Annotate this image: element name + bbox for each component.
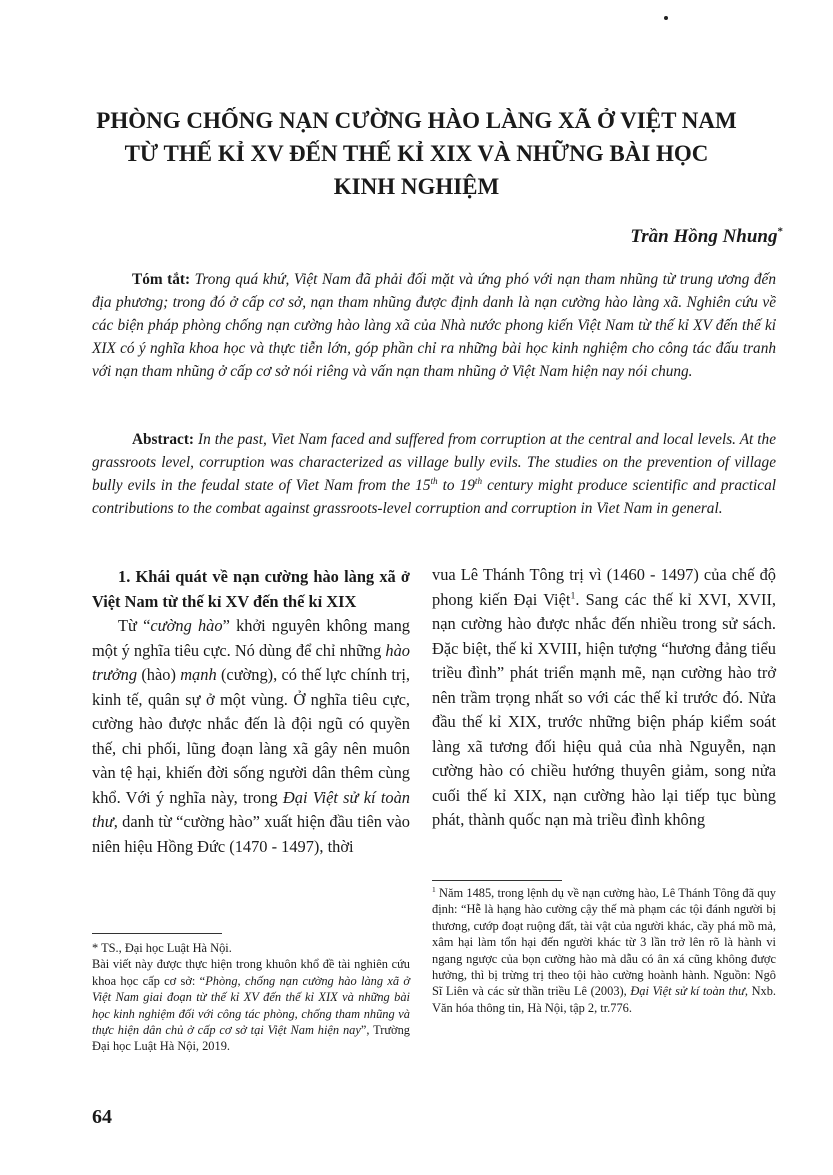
footnote-1-text — [432, 885, 776, 1016]
text-run: (hào) — [137, 665, 181, 684]
summary-english — [92, 428, 776, 520]
summary-vi-text: Trong quá khứ, Việt Nam đã phải đối mặt và ứng phó với nạn tham nhũng từ trung ương đến địa phương; trong đó ở cấp cơ sở, nạn tham nhũng được định danh là nạn cường hào làng xã. Nghiên cứu về các biện pháp phòng chống nạn cường hào làng xã của Nhà nước phong kiến Việt Nam từ thế kỉ XV đến thế kỉ XIX có ý nghĩa khoa học và thực tiễn lớn, góp phần chỉ ra những bài học kinh nghiệm cho công tác đấu tranh với nạn tham nhũng ở cấp cơ sở nói riêng và vấn nạn tham nhũng ở Việt Nam hiện nay nói chung. — [92, 271, 776, 380]
text-run: Bài viết này được thực hiện trong khuôn khổ đề tài nghiên cứu khoa học cấp cơ sở: “ — [92, 957, 410, 988]
summary-en-sup-2: th — [474, 475, 483, 486]
term-manh: mạnh — [180, 665, 217, 684]
title-line-2: TỪ THẾ KỈ XV ĐẾN THẾ KỈ XIX VÀ NHỮNG BÀI HỌC — [124, 141, 709, 166]
section-paragraph-1 — [92, 614, 410, 859]
summary-en-text-a: In the past, Viet Nam faced and suffered from corruption at the central and local levels. At the grassroots level, corruption was characterized as village bully evils. The studies on the prevention of village bully evils in the feudal state of Viet Nam from the 15 — [92, 431, 776, 494]
title-line-3: KINH NGHIỆM — [333, 174, 500, 199]
section-paragraph-1-continued — [432, 563, 776, 833]
text-run: , danh từ “cường hào” xuất hiện đầu tiên vào niên hiệu Hồng Đức (1470 - 1497), thời — [92, 812, 410, 856]
footnote-1 — [432, 885, 776, 1016]
title-line-1: PHÒNG CHỐNG NẠN CƯỜNG HÀO LÀNG XÃ Ở VIỆT NAM — [96, 108, 737, 133]
footnote-rule-left — [92, 933, 222, 934]
summary-vi-label: Tóm tắt: — [132, 271, 191, 288]
text-run: . Sang các thế kỉ XVI, XVII, nạn cường hào được nhắc đến nhiều trong sử sách. Đặc biệt, thế kỉ XVIII, hiện tượng “hương đảng tiểu triều đình” phát triển mạnh mẽ, nạn cường hào trở nên trầm trọng nhất so với các thế kỉ trước đó. Nửa đầu thế kỉ XIX, trước những biện pháp kiểm soát làng xã tương đối hiệu quả của nhà Nguyễn, nạn cường hào có chiều hướng thuyên giảm, song nửa cuối thế kỉ XIX, nạn cường hào lại tiếp tục bùng phát, thành quốc nạn mà triều đình không — [432, 589, 777, 829]
term-hao-truong: hào trưởng — [92, 640, 410, 684]
footnote-rule-right — [432, 880, 562, 881]
text-run: Năm 1485, trong lệnh dụ về nạn cường hào, Lê Thánh Tông đã quy định: “Hễ là hạng hào cường cậy thế mà phạm các tội đánh người bị thương, cướp đoạt ruộng đất, tài vật của người khác, cầy phá mồ mả, xâm hại làm tổn hại đến người khác từ 3 lần trở lên rõ là hành vi ngang ngược của bọn cường hào mà dẫu có ân xá cũng không được hưởng, thì bị trừng trị theo tội hào cường hoành hành. Nguồn: Ngô Sĩ Liên và các sử thần triều Lê (2003), — [432, 886, 776, 999]
text-run: ” khởi nguyên không mang một ý nghĩa tiêu cực. Nó dùng để chỉ những — [92, 616, 410, 660]
author — [630, 226, 783, 248]
book-title: Đại Việt sử kí toàn thư — [92, 787, 410, 831]
paper-title — [40, 104, 793, 203]
footnote-1-mark: 1 — [432, 884, 436, 894]
author-mark: * — [777, 225, 783, 238]
scan-speck — [664, 16, 668, 20]
column-left — [92, 565, 410, 859]
summary-vietnamese — [92, 268, 776, 383]
page-number: 64 — [92, 1106, 112, 1128]
author-name: Trần Hồng Nhung — [630, 226, 778, 247]
footnote-author — [92, 940, 410, 1055]
text-run: (cường), có thế lực chính trị, kinh tế, quân sự ở một vùng. Ở nghĩa tiêu cực, cường hào được nhắc đến là đội ngũ có quyền thế, chi phối, lũng đoạn làng xã gây nên muôn vàn tệ hại, khiến đời sống người dân thêm cùng khổ. Với ý nghĩa này, trong — [92, 665, 411, 807]
footnote-author-funding — [92, 956, 410, 1054]
summary-en-text-b: to 19 — [437, 477, 475, 494]
summary-en-text-c: century might produce scientific and practical contributions to the combat against grassroots-level corruption and corruption in Viet Nam in general. — [92, 477, 776, 517]
footnote-ref-1: 1 — [570, 590, 576, 602]
book-title: Đại Việt sử kí toàn thư — [630, 984, 745, 999]
summary-en-label: Abstract: — [132, 431, 195, 448]
footnote-author-affiliation: * TS., Đại học Luật Hà Nội. — [92, 941, 232, 955]
column-right — [432, 563, 776, 833]
summary-en-sup-1: th — [430, 475, 438, 486]
text-run: vua Lê Thánh Tông trị vì (1460 - 1497) của chế độ phong kiến Đại Việt — [432, 565, 776, 609]
term-cuong-hao: cường hào — [150, 616, 223, 635]
text-run: , Nxb. Văn hóa thông tin, Hà Nội, tập 2, tr.776. — [432, 984, 777, 1015]
text-run: Từ “ — [118, 616, 151, 635]
text-run: ”, Trường Đại học Luật Hà Nội, 2019. — [92, 1023, 410, 1054]
section-heading: 1. Khái quát về nạn cường hào làng xã ở Việt Nam từ thế kỉ XV đến thế kỉ XIX — [92, 567, 410, 611]
project-title: Phòng, chống nạn cường hào làng xã ở Việt Nam giai đoạn từ thế kỉ XV đến thế kỉ XIX và những bài học kinh nghiệm đối với công tác phòng, chống tham nhũng và thực hiện dân chủ ở cấp cơ sở tại Việt Nam hiện nay — [92, 973, 410, 1038]
